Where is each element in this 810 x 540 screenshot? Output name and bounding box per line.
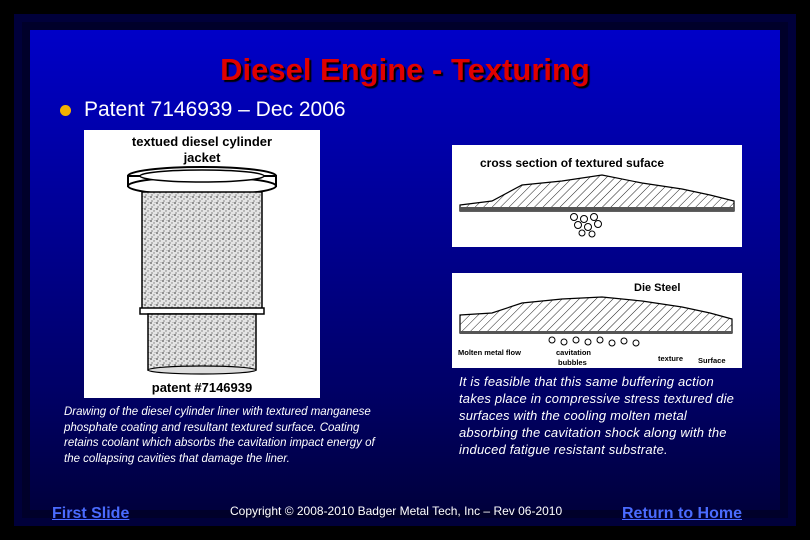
die-steel-figure — [452, 273, 742, 368]
cylinder-label-line2: jacket — [183, 150, 221, 165]
caption-right: It is feasible that this same buffering action takes place in compressive stress textured die surfaces with the cooling molten metal absorbing the cavitation shock along with the induced fatigue resistant substrate. — [459, 374, 735, 457]
bullet-text: Patent 7146939 – Dec 2006 — [84, 98, 346, 121]
cylinder-label-line1: textued diesel cylinder — [131, 134, 273, 149]
first-slide-link[interactable]: First Slide — [52, 505, 130, 522]
bullet-icon — [60, 105, 71, 116]
caption-left: Drawing of the diesel cylinder liner with textured manganese phosphate coating and resultant textured surface. Coating retains coolant which absorbs the cavitation impact energy of the collapsing cavities that damage the liner. — [64, 406, 375, 465]
die-steel-drawing — [452, 273, 742, 368]
cylinder-drawing — [84, 130, 320, 398]
slide-title: Diesel Engine - Texturing — [220, 52, 590, 87]
texture-label: texture — [658, 354, 684, 363]
surface-label: Surface — [698, 356, 726, 365]
die-steel-label: Die Steel — [634, 282, 681, 294]
bullet-item — [60, 98, 346, 122]
cylinder-label-bottom: patent #7146939 — [151, 380, 253, 395]
molten-label: Molten metal flow — [458, 348, 521, 357]
bubbles-label: bubbles — [558, 358, 587, 367]
cross-section-label: cross section of textured suface — [480, 156, 665, 170]
cross-section-figure — [452, 145, 742, 247]
cross-section-drawing — [452, 145, 742, 247]
return-home-link[interactable]: Return to Home — [622, 505, 742, 522]
copyright-footer: Copyright © 2008-2010 Badger Metal Tech, Inc – Rev 06-2010 — [230, 504, 563, 518]
cavitation-label: cavitation — [556, 348, 592, 357]
cylinder-jacket-figure — [84, 130, 320, 398]
